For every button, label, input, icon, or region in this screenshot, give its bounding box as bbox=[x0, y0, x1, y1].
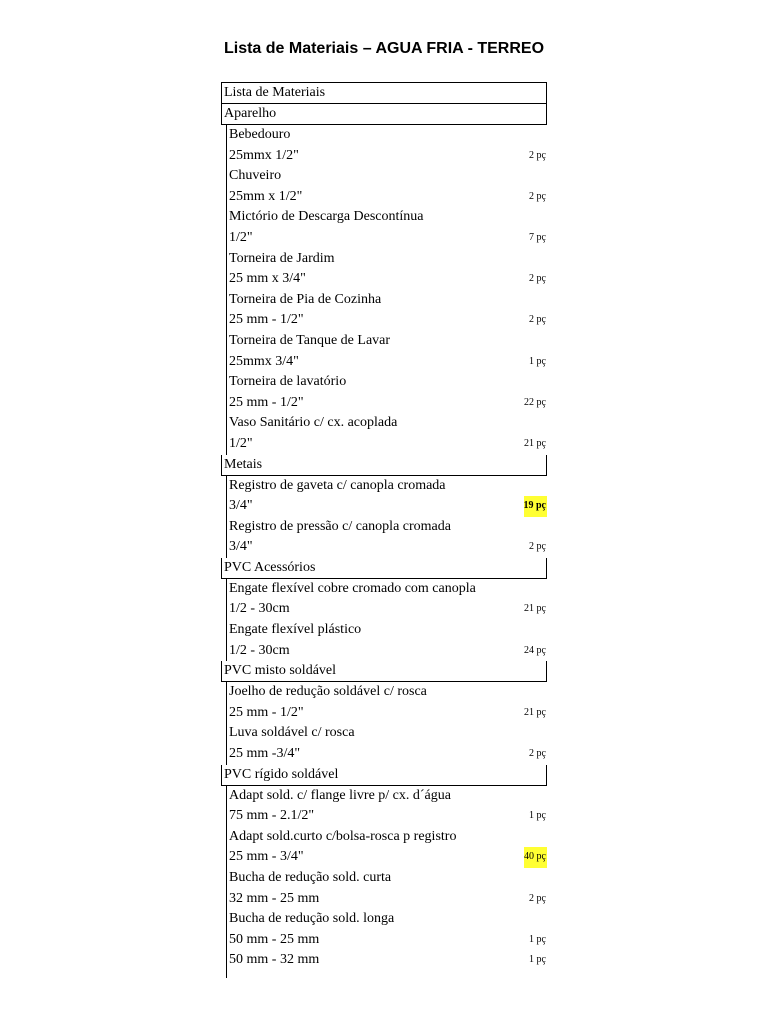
item-quantity: 1 pç bbox=[529, 355, 546, 367]
item-spec-row bbox=[227, 744, 547, 765]
item-quantity: 40 pç bbox=[524, 847, 547, 868]
item-quantity: 19 pç bbox=[524, 496, 548, 517]
sections-container bbox=[221, 104, 547, 978]
item-spec-row bbox=[227, 496, 547, 517]
section-header: Aparelho bbox=[221, 104, 547, 125]
item-description: Joelho de redução soldável c/ rosca bbox=[229, 684, 427, 700]
item-spec-row bbox=[227, 889, 547, 910]
item-spec: 25 mm - 3/4" bbox=[229, 849, 304, 865]
item-spec: 25 mm - 1/2" bbox=[229, 704, 304, 720]
item-quantity: 7 pç bbox=[529, 231, 546, 243]
item-spec: 50 mm - 25 mm bbox=[229, 931, 320, 947]
item-quantity: 21 pç bbox=[524, 706, 546, 718]
item-description: Torneira de Pia de Cozinha bbox=[229, 291, 382, 307]
item-spec: 25 mm - 1/2" bbox=[229, 312, 304, 328]
item-quantity: 2 pç bbox=[529, 273, 546, 285]
item-spec: 25mm x 1/2" bbox=[229, 188, 303, 204]
item-spec: 25mmx 1/2" bbox=[229, 147, 299, 163]
item-description: Adapt sold.curto c/bolsa-rosca p registro bbox=[229, 828, 457, 844]
item-spec-row bbox=[227, 806, 547, 827]
document-title: Lista de Materiais – AGUA FRIA - TERREO bbox=[223, 40, 545, 57]
item-quantity: 2 pç bbox=[529, 190, 546, 202]
item-spec-row bbox=[227, 641, 547, 662]
item-spec: 1/2 - 30cm bbox=[229, 642, 290, 658]
item-spec: 75 mm - 2.1/2" bbox=[229, 808, 315, 824]
list-root-header: Lista de Materiais bbox=[221, 82, 547, 104]
item-quantity: 21 pç bbox=[524, 603, 546, 615]
item-description: Adapt sold. c/ flange livre p/ cx. d´água bbox=[229, 787, 451, 803]
item-spec-row bbox=[227, 434, 547, 455]
item-description: Vaso Sanitário c/ cx. acoplada bbox=[229, 415, 398, 431]
item-spec: 3/4" bbox=[229, 498, 253, 514]
section-items bbox=[226, 682, 547, 764]
item-description: Bebedouro bbox=[229, 127, 291, 142]
item-description: Engate flexível plástico bbox=[229, 622, 362, 638]
section-items bbox=[226, 579, 547, 661]
section-header: PVC misto soldável bbox=[221, 661, 547, 682]
section-items bbox=[226, 125, 547, 455]
item-quantity: 1 pç bbox=[529, 933, 546, 945]
materials-list bbox=[221, 82, 547, 978]
item-quantity: 2 pç bbox=[529, 314, 546, 326]
item-description: Chuveiro bbox=[229, 168, 282, 184]
item-spec: 25 mm -3/4" bbox=[229, 746, 301, 762]
item-spec-row bbox=[227, 352, 547, 373]
item-quantity: 1 pç bbox=[529, 954, 546, 966]
item-spec-row bbox=[227, 187, 547, 208]
item-spec-row bbox=[227, 703, 547, 724]
item-quantity: 2 pç bbox=[529, 149, 546, 161]
item-spec-row bbox=[227, 393, 547, 414]
item-spec: 25 mm - 1/2" bbox=[229, 394, 304, 410]
item-quantity: 21 pç bbox=[524, 437, 546, 449]
item-spec: 1/2 - 30cm bbox=[229, 601, 290, 617]
item-spec-row bbox=[227, 228, 547, 249]
item-description: Torneira de Tanque de Lavar bbox=[229, 332, 391, 348]
item-spec: 25 mm x 3/4" bbox=[229, 271, 306, 287]
item-spec-row bbox=[227, 146, 547, 167]
section-header: PVC Acessórios bbox=[221, 558, 547, 579]
item-quantity: 2 pç bbox=[529, 541, 546, 553]
section-header: Metais bbox=[221, 455, 547, 476]
item-description: Registro de pressão c/ canopla cromada bbox=[229, 518, 451, 534]
section-header: PVC rígido soldável bbox=[221, 765, 547, 786]
item-description: Mictório de Descarga Descontínua bbox=[229, 209, 424, 225]
item-spec-row bbox=[227, 950, 547, 971]
item-spec-row bbox=[227, 599, 547, 620]
item-description: Torneira de lavatório bbox=[229, 374, 347, 390]
item-description: Bucha de redução sold. longa bbox=[229, 911, 395, 927]
item-description: Bucha de redução sold. curta bbox=[229, 870, 392, 885]
item-quantity: 2 pç bbox=[529, 748, 546, 760]
item-spec: 50 mm - 32 mm bbox=[229, 952, 320, 968]
item-quantity: 1 pç bbox=[529, 810, 546, 822]
item-spec-row bbox=[227, 537, 547, 558]
item-description: Engate flexível cobre cromado com canopla bbox=[229, 580, 476, 596]
item-spec: 1/2" bbox=[229, 229, 253, 245]
item-description: Torneira de Jardim bbox=[229, 250, 335, 266]
item-spec: 25mmx 3/4" bbox=[229, 353, 299, 369]
item-description: Registro de gaveta c/ canopla cromada bbox=[229, 477, 446, 493]
item-quantity: 24 pç bbox=[524, 644, 546, 656]
item-spec: 32 mm - 25 mm bbox=[229, 890, 320, 906]
item-spec-row bbox=[227, 310, 547, 331]
section-items bbox=[226, 786, 547, 978]
item-spec-row bbox=[227, 269, 547, 290]
item-spec-row bbox=[227, 930, 547, 951]
item-spec-row bbox=[227, 847, 547, 868]
item-description: Luva soldável c/ rosca bbox=[229, 725, 355, 741]
item-spec: 1/2" bbox=[229, 435, 253, 451]
section-items bbox=[226, 476, 547, 558]
item-spec: 3/4" bbox=[229, 539, 253, 555]
item-quantity: 2 pç bbox=[529, 892, 546, 904]
item-quantity: 22 pç bbox=[524, 396, 546, 408]
